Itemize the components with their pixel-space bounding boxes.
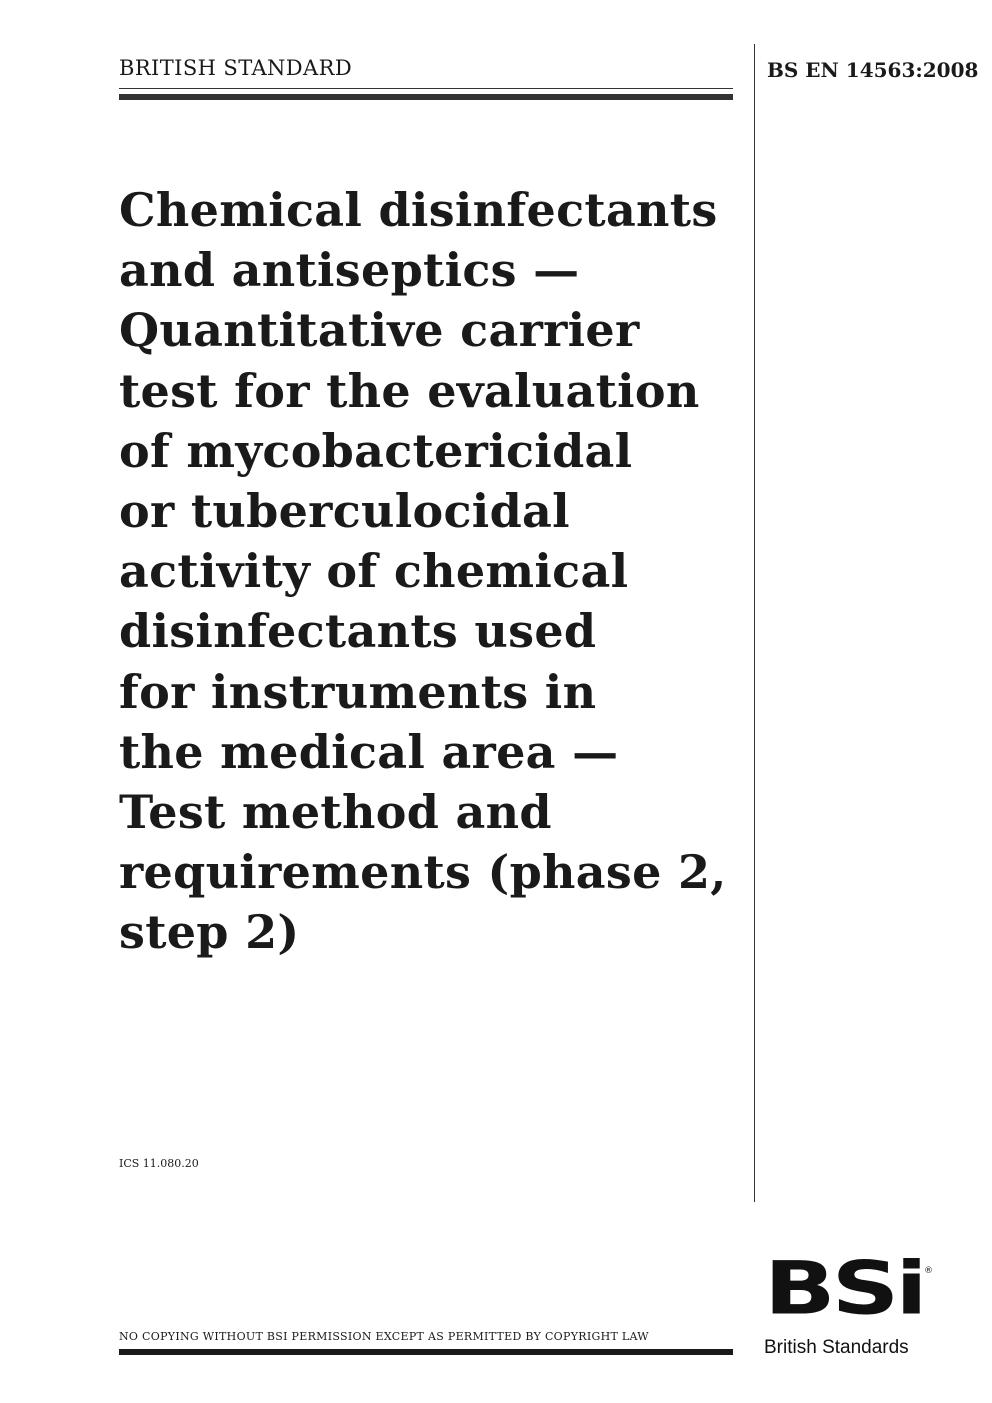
title-line: requirements (phase 2, — [119, 845, 727, 900]
title-line: test for the evaluation — [119, 363, 700, 418]
title-line: step 2) — [119, 905, 300, 960]
title-line: Test method and — [119, 785, 552, 840]
vertical-divider — [754, 44, 755, 1202]
title-line: Quantitative carrier — [119, 303, 640, 358]
standard-number: BS EN 14563:2008 — [767, 58, 979, 82]
title-line: disinfectants used — [119, 604, 597, 659]
header-rule-thin — [119, 88, 733, 89]
title-line: the medical area — — [119, 724, 619, 779]
title-line: Chemical disinfectants — [119, 183, 718, 237]
bsi-logo-mark: BSi — [764, 1246, 924, 1332]
title-line: activity of chemical — [119, 544, 629, 599]
title-line: of mycobactericidal — [119, 423, 633, 478]
header-rule-thick — [119, 94, 733, 100]
footer-rule — [119, 1349, 733, 1355]
registered-mark: ® — [924, 1266, 933, 1276]
title-line: or tuberculocidal — [119, 484, 570, 539]
header-label: BRITISH STANDARD — [119, 56, 353, 80]
bsi-logo-caption: British Standards — [764, 1337, 909, 1358]
ics-code: ICS 11.080.20 — [119, 1157, 199, 1170]
document-title — [119, 180, 739, 963]
copyright-notice: NO COPYING WITHOUT BSI PERMISSION EXCEPT AS PERMITTED BY COPYRIGHT LAW — [119, 1330, 649, 1343]
title-line: for instruments in — [119, 664, 597, 719]
bsi-logo — [764, 1246, 934, 1362]
title-line: and antiseptics — — [119, 243, 580, 298]
